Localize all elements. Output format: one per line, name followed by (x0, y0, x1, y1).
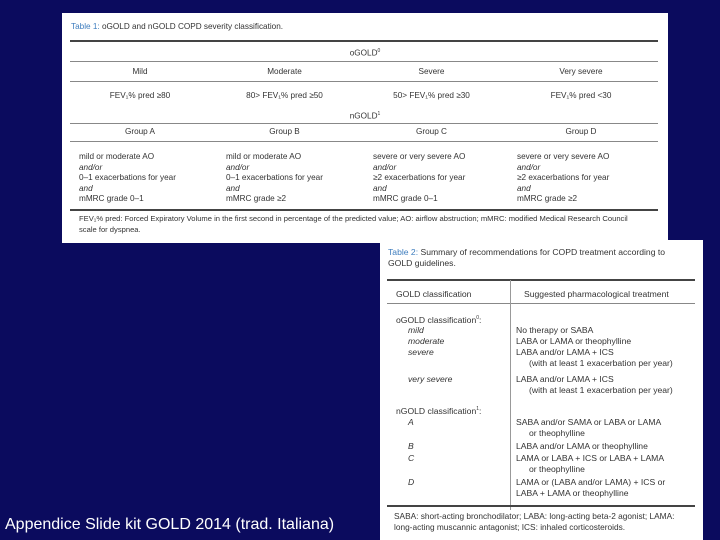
table2-treatment-mild: No therapy or SABA (516, 325, 594, 335)
table1-ogold-header: oGOLD$^0$ (349, 48, 381, 58)
table1-caption-label: Table 1: (71, 22, 100, 31)
slide-footer: Appendice Slide kit GOLD 2014 (trad. Italiana) (5, 516, 335, 533)
table1-severity-moderate: Moderate (267, 67, 302, 76)
table2-treatment-very-severe: LABA and/or LAMA + ICS (with at least 1 exacerbation per year) (516, 374, 673, 395)
table2-treatment-moderate: LABA or LAMA or theophylline (516, 336, 632, 346)
table1-criteria-d: severe or very severe AO and/or ≥2 exacerbations for year and mMRC grade ≥2 (517, 152, 610, 203)
table1-group-a: Group A (124, 127, 156, 136)
table1-fev-severe: 50> FEV₁% pred ≥30 (393, 91, 470, 100)
table2-bottom-rule (387, 505, 695, 507)
table2-treatment-d: LAMA or (LABA and/or LAMA) + ICS or LABA + LAMA or theophylline (516, 477, 666, 498)
table2-panel (380, 240, 703, 540)
table2-class-severe: severe (408, 347, 434, 357)
table2-caption-label: Table 2: (388, 247, 419, 257)
table1-rule (70, 61, 658, 62)
table1-group-d: Group D (565, 127, 597, 136)
table1-footnote: FEV₁% pred: Forced Expiratory Volume in the first second in percentage of the predicted value; AO: airflow abstruction; mMRC: modified Medical Research Council scale for dyspnea. (79, 214, 628, 234)
table2-treatment-b: LABA and/or LAMA or theophylline (516, 441, 648, 451)
table2-class-c: C (408, 453, 415, 463)
table2-treatment-severe: LABA and/or LAMA + ICS (with at least 1 exacerbation per year) (516, 347, 673, 368)
table1-criteria-c: severe or very severe AO and/or ≥2 exacerbations for year and mMRC grade 0–1 (373, 152, 466, 203)
table2-footnote: SABA: short-acting bronchodilator; LABA: long-acting beta-2 agonist; LAMA: long-acting muscannic antagonist; ICS: inhaled corticosteroids. (394, 511, 675, 532)
table1-group-c: Group C (416, 127, 447, 136)
table1-bottom-rule (70, 209, 658, 211)
table2-rule (387, 303, 695, 304)
table1-severity-severe: Severe (418, 67, 445, 76)
table1-severity-mild: Mild (132, 67, 148, 76)
table1-top-rule (70, 40, 658, 42)
table1-ngold-header: nGOLD$^1$ (349, 111, 381, 121)
table2-column-divider (510, 280, 511, 510)
table1-rule (70, 123, 658, 124)
table2-class-b: B (408, 441, 414, 451)
table1-fev-moderate: 80> FEV₁% pred ≥50 (246, 91, 323, 100)
table1-fev-mild: FEV₁% pred ≥80 (109, 91, 171, 100)
table2-ngold-label: nGOLD classification$^1$: (396, 405, 482, 416)
table2-treatment-a: SABA and/or SAMA or LABA or LAMA or theophylline (516, 417, 662, 438)
table1-criteria-b: mild or moderate AO and/or 0–1 exacerbations for year and mMRC grade ≥2 (226, 152, 323, 203)
table2-class-mild: mild (408, 325, 424, 335)
table2-col-header-classification: GOLD classification (396, 289, 472, 299)
table1-caption (71, 22, 283, 31)
table1-caption-text: oGOLD and nGOLD COPD severity classification. (101, 22, 284, 31)
table2-class-d: D (408, 477, 415, 487)
table1-group-b: Group B (269, 127, 300, 136)
table2-treatment-c: LAMA or LABA + ICS or LABA + LAMA or theophylline (516, 453, 665, 474)
table1-severity-very-severe: Very severe (559, 67, 603, 76)
table2-top-rule (387, 279, 695, 281)
table2-class-a: A (408, 417, 414, 427)
table2-col-header-treatment: Suggested pharmacological treatment (524, 289, 669, 299)
table1-fev-very-severe: FEV₁% pred <30 (550, 91, 612, 100)
table1-rule (70, 81, 658, 82)
table1-criteria-a: mild or moderate AO and/or 0–1 exacerbations for year and mMRC grade 0–1 (79, 152, 176, 203)
table2-ogold-label: oGOLD classification$^0$: (396, 314, 482, 325)
table1-rule (70, 141, 658, 142)
table2-class-moderate: moderate (408, 336, 445, 346)
table1-panel (62, 13, 668, 243)
table2-caption: Table 2: Summary of recommendations for COPD treatment according to GOLD guidelines. (388, 247, 666, 268)
table2-class-very-severe: very severe (408, 374, 453, 384)
